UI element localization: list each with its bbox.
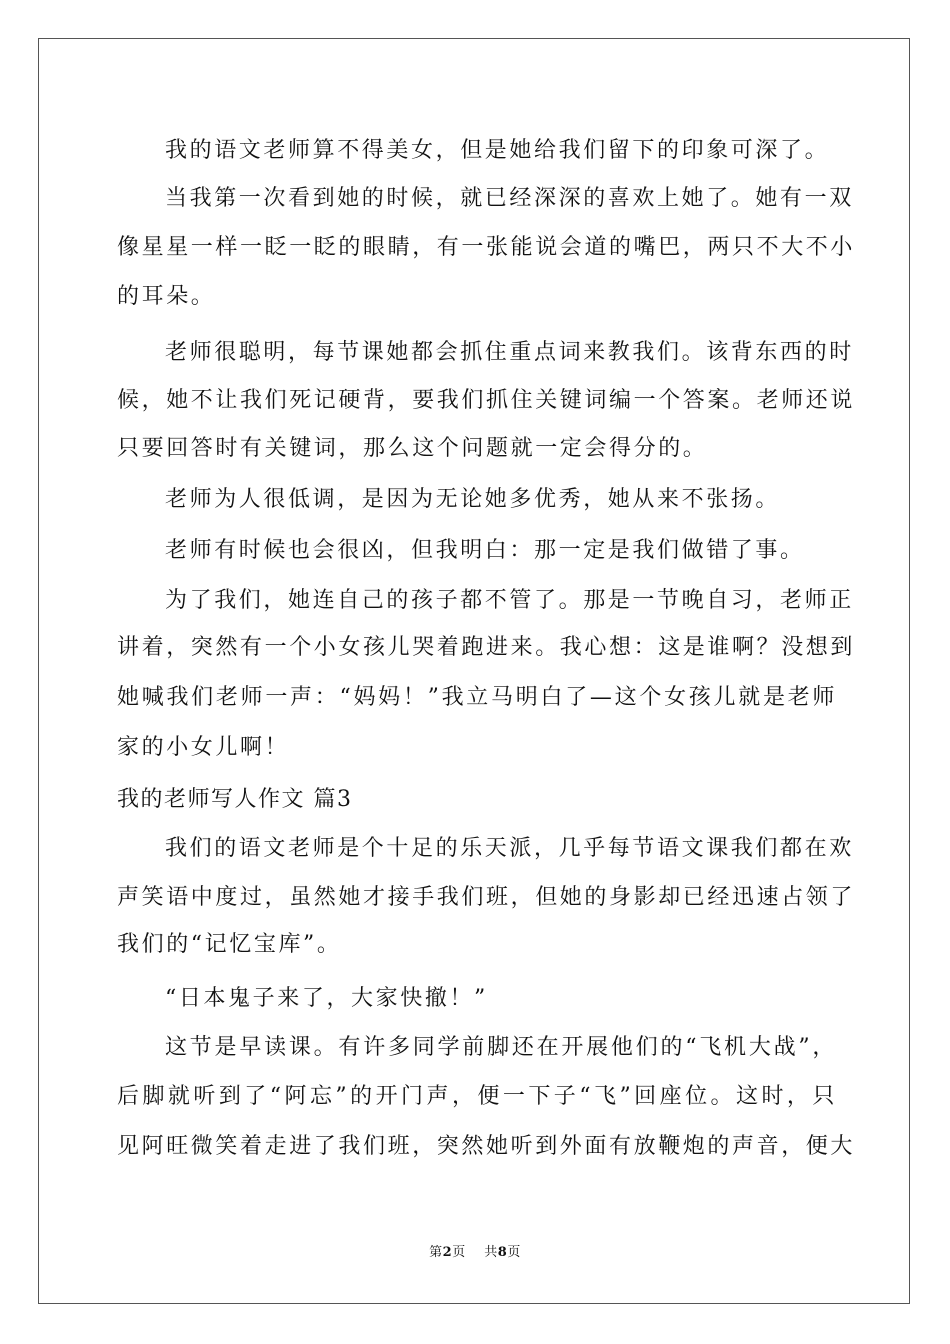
text-line: 老师很聪明，每节课她都会抓住重点词来教我们。该背东西的时: [165, 340, 854, 365]
text-line: 老师有时候也会很凶，但我明白：那一定是我们做错了事。: [165, 538, 805, 563]
text-line: 像星星一样一眨一眨的眼睛，有一张能说会道的嘴巴，两只不大不小: [117, 235, 856, 260]
text-line: 当我第一次看到她的时候，就已经深深的喜欢上她了。她有一双: [165, 186, 854, 211]
text-line: 这节是早读课。有许多同学前脚还在开展他们的“飞机大战”，: [165, 1035, 837, 1060]
text-line: 我们的“记忆宝库”。: [117, 932, 342, 957]
text-line: 的耳朵。: [117, 284, 216, 309]
text-line: 讲着，突然有一个小女孩儿哭着跑进来。我心想：这是谁啊？没想到: [117, 635, 856, 660]
total-pages: 共8页: [484, 1245, 521, 1260]
page-frame: [38, 38, 910, 1304]
text-line: 声笑语中度过，虽然她才接手我们班，但她的身影却已经迅速占领了: [117, 885, 856, 910]
page-footer: [0, 1244, 950, 1262]
text-line: “日本鬼子来了，大家快撤！”: [165, 986, 488, 1011]
text-line: 后脚就听到了“阿忘”的开门声，便一下子“飞”回座位。这时，只: [117, 1084, 837, 1109]
text-line: 老师为人很低调，是因为无论她多优秀，她从来不张扬。: [165, 487, 781, 512]
page-number: 第2页: [429, 1245, 466, 1260]
text-line: 我的语文老师算不得美女，但是她给我们留下的印象可深了。: [165, 138, 830, 163]
text-line: 家的小女儿啊！: [117, 735, 290, 760]
text-line: 我们的语文老师是个十足的乐天派，几乎每节语文课我们都在欢: [165, 836, 854, 861]
section-heading: 我的老师写人作文 篇3: [117, 787, 353, 812]
text-line: 为了我们，她连自己的孩子都不管了。那是一节晚自习，老师正: [165, 588, 854, 613]
text-line: 候，她不让我们死记硬背，要我们抓住关键词编一个答案。老师还说: [117, 388, 856, 413]
text-line: 她喊我们老师一声：“妈妈！”我立马明白了—这个女孩儿就是老师: [117, 685, 837, 710]
text-line: 只要回答时有关键词，那么这个问题就一定会得分的。: [117, 436, 708, 461]
text-line: 见阿旺微笑着走进了我们班，突然她听到外面有放鞭炮的声音，便大: [117, 1134, 856, 1159]
